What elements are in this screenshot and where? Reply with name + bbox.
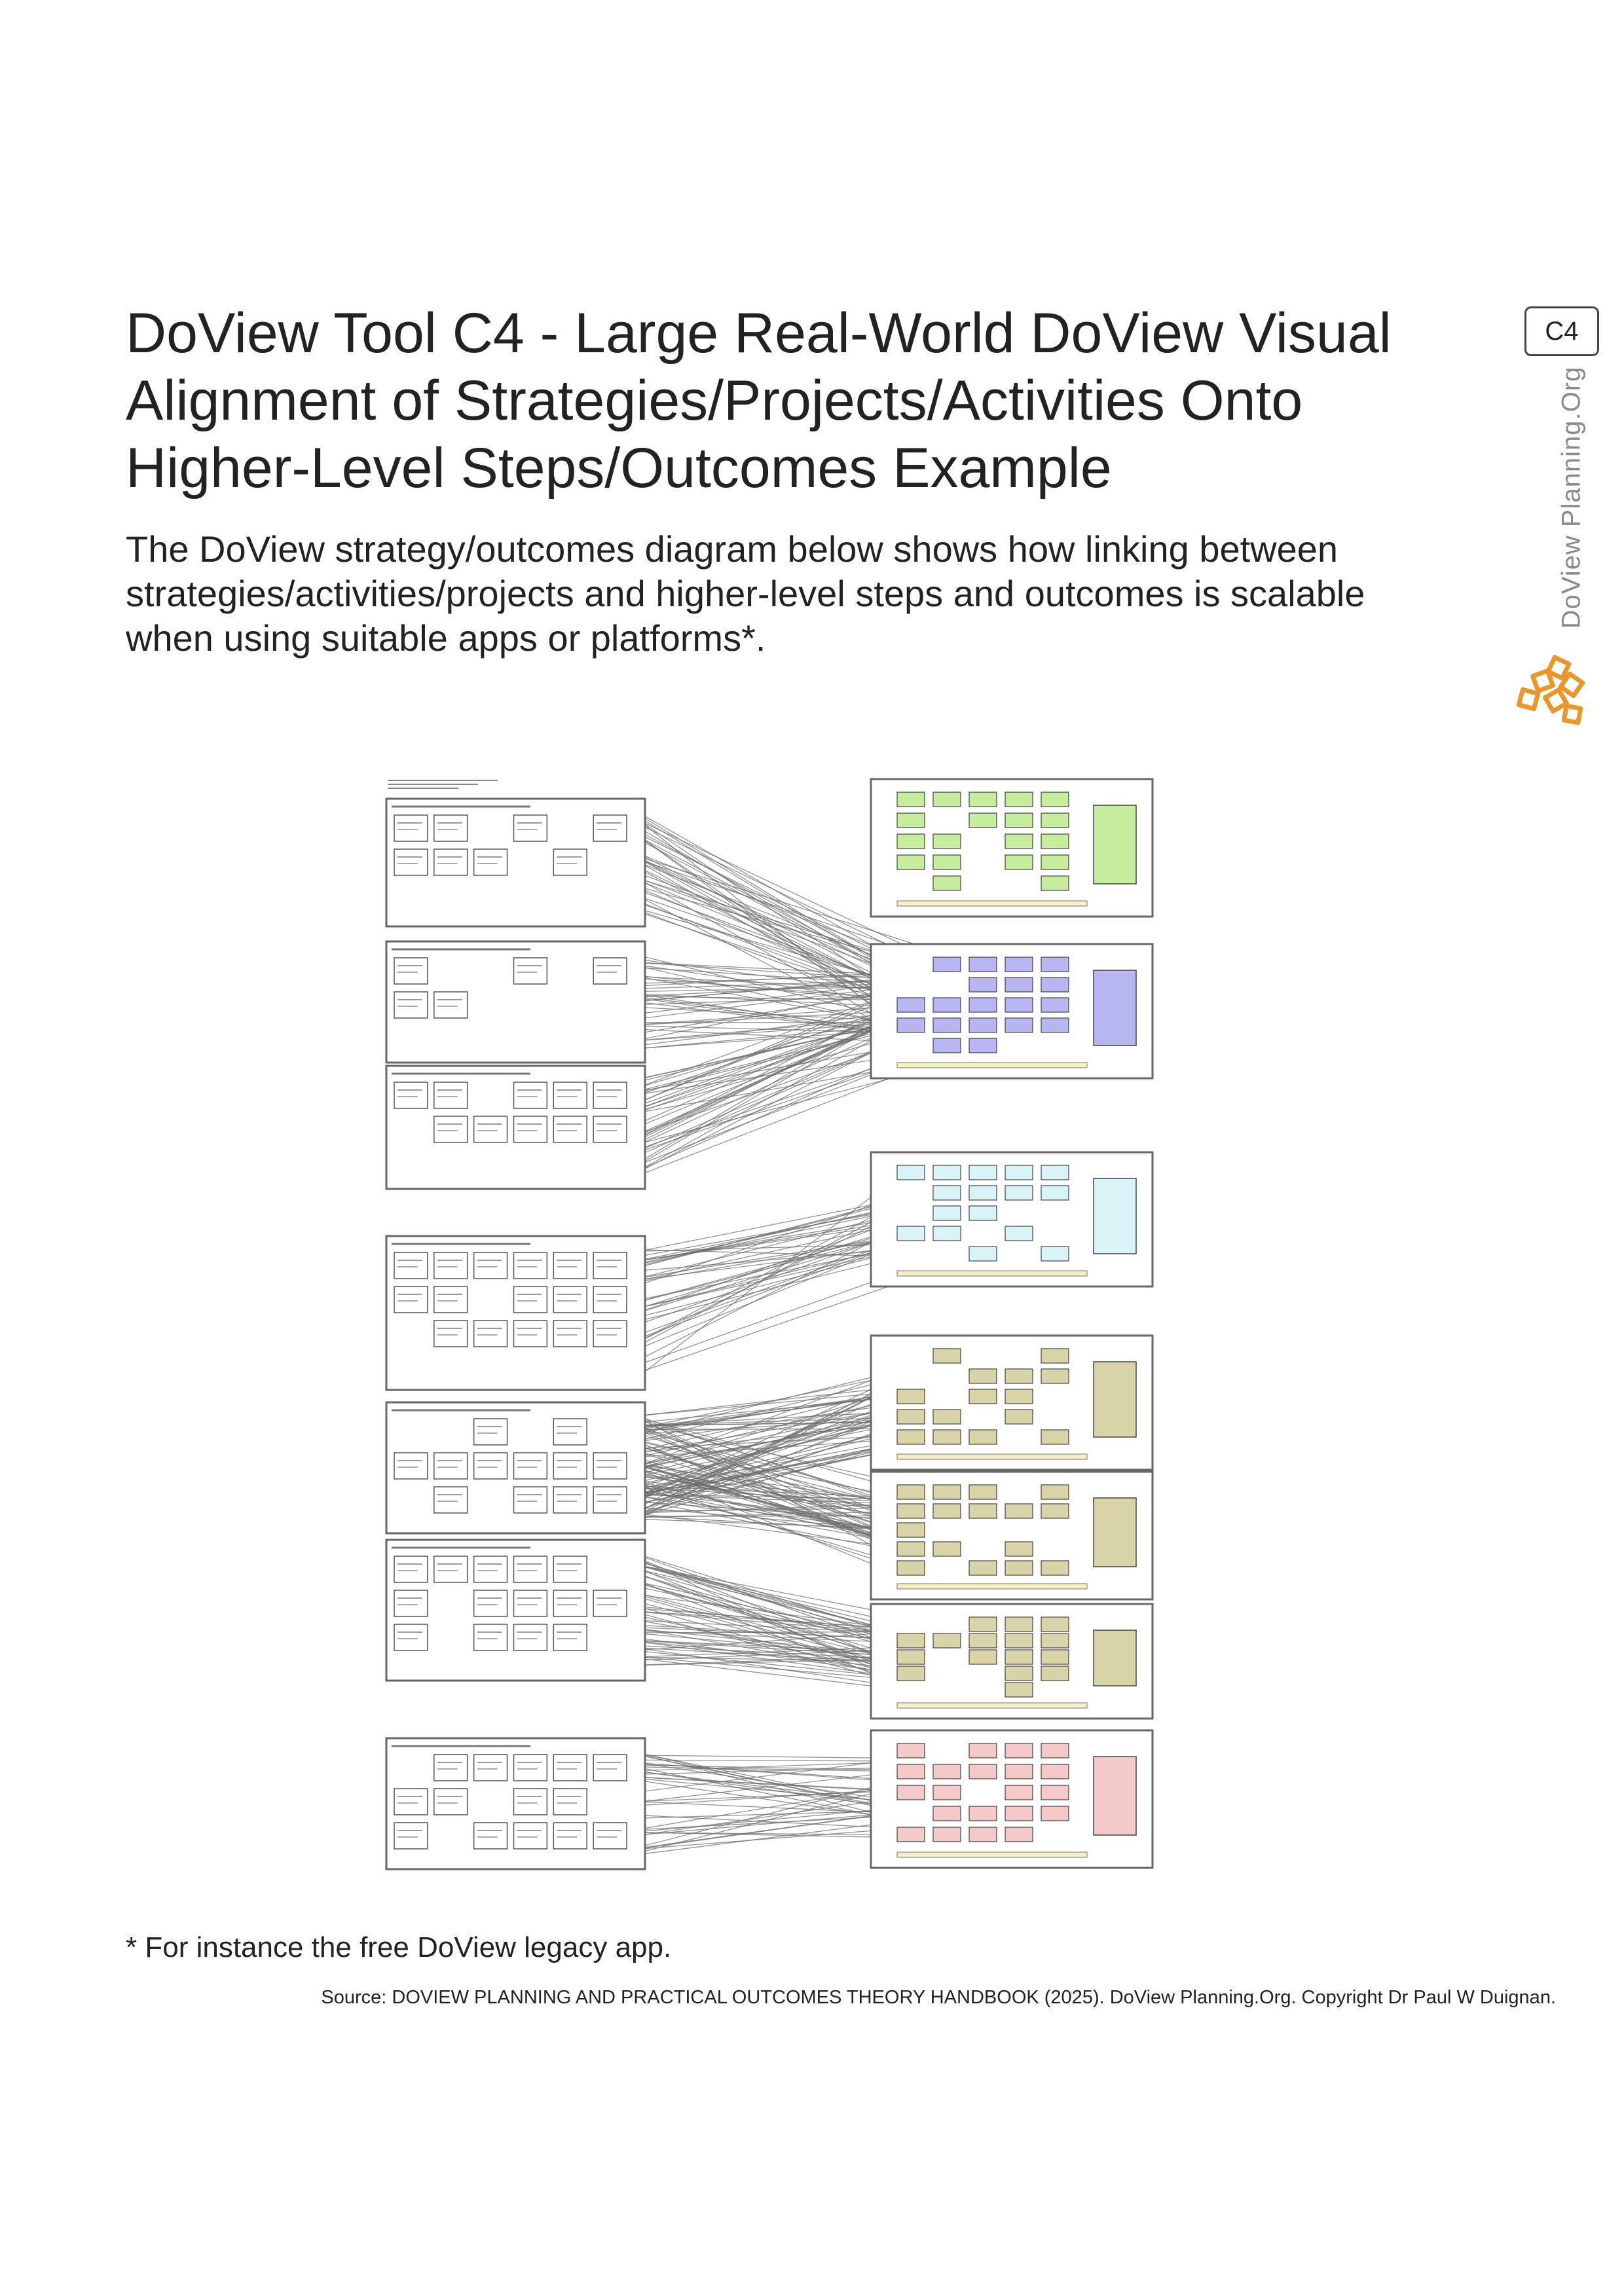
strategy-card	[514, 1789, 547, 1815]
intro-paragraph	[126, 527, 1468, 661]
strategy-card	[474, 1453, 507, 1479]
outcome-node	[969, 977, 997, 992]
strategy-card	[593, 1286, 627, 1313]
panel-footer-bar	[897, 1063, 1087, 1068]
strategy-card	[593, 1590, 627, 1616]
strategy-card	[474, 849, 507, 875]
outcome-node	[933, 1410, 961, 1424]
outcome-node	[1041, 834, 1069, 848]
outcome-node	[933, 998, 961, 1012]
strategy-card	[474, 1823, 507, 1849]
strategy-card	[553, 1590, 587, 1616]
top-outcome-box	[1094, 1498, 1136, 1567]
outcome-node	[933, 1806, 961, 1821]
strategy-card	[514, 815, 547, 841]
outcome-node	[897, 1504, 925, 1518]
strategy-card	[434, 1487, 468, 1513]
title-line: Alignment of Strategies/Projects/Activities Onto	[126, 369, 1303, 432]
intro-line: The DoView strategy/outcomes diagram below shows how linking between	[126, 528, 1338, 570]
outcome-node	[969, 1038, 997, 1053]
intro-line: strategies/activities/projects and higher-level steps and outcomes is scalable	[126, 573, 1365, 614]
outcome-node	[1041, 1785, 1069, 1800]
strategy-card	[514, 1624, 547, 1650]
top-outcome-box	[1094, 1757, 1136, 1835]
outcome-node	[1041, 876, 1069, 890]
strategy-card	[553, 1823, 587, 1849]
panel-footer-bar	[897, 1703, 1087, 1708]
strategy-card	[394, 1823, 428, 1849]
outcome-node	[897, 813, 925, 828]
strategy-card	[593, 1453, 627, 1479]
outcome-node	[1005, 957, 1033, 972]
outcome-node	[933, 876, 961, 890]
strategy-card	[394, 992, 428, 1018]
strategy-card	[553, 849, 587, 875]
outcome-node	[897, 1165, 925, 1180]
outcome-node	[897, 792, 925, 807]
outcome-node	[1005, 1743, 1033, 1758]
strategy-card	[474, 1252, 507, 1279]
panel-footer-bar	[897, 1271, 1087, 1276]
outcome-node	[933, 1349, 961, 1363]
strategy-card	[553, 1419, 587, 1445]
outcome-node	[933, 792, 961, 807]
strategy-card	[553, 1624, 587, 1650]
outcome-node	[897, 1389, 925, 1404]
outcome-node	[897, 855, 925, 869]
strategy-card	[553, 1286, 587, 1313]
outcome-node	[1005, 1683, 1033, 1697]
strategy-card	[394, 958, 428, 984]
outcome-node	[897, 1018, 925, 1032]
link-line	[638, 1832, 902, 1834]
panel-footer-bar	[897, 1852, 1087, 1857]
outcome-node	[897, 1633, 925, 1648]
outcome-node	[969, 1430, 997, 1444]
outcome-node	[897, 1785, 925, 1800]
strategy-card	[474, 1116, 507, 1142]
panel-footer-bar	[897, 1584, 1087, 1589]
strategy-card	[434, 1321, 468, 1347]
outcome-node	[933, 1485, 961, 1499]
source-citation: Source: DOVIEW PLANNING AND PRACTICAL OUTCOMES THEORY HANDBOOK (2025). DoView Planning.Org. Copyright Dr Paul W Duignan.	[321, 1987, 1556, 2008]
outcome-node	[933, 855, 961, 869]
strategy-card	[394, 1556, 428, 1582]
outcome-node	[1005, 1018, 1033, 1032]
panel-footer-bar	[897, 1454, 1087, 1459]
strategy-card	[394, 1082, 428, 1108]
outcome-node	[1041, 1349, 1069, 1363]
strategy-card	[514, 958, 547, 984]
outcome-node	[969, 1617, 997, 1631]
footnote: * For instance the free DoView legacy app.	[126, 1931, 672, 1963]
strategy-outcomes-diagram	[380, 773, 1179, 1905]
strategy-card	[394, 1624, 428, 1650]
outcome-node	[1005, 855, 1033, 869]
outcome-node	[969, 1389, 997, 1404]
outcome-node	[1041, 855, 1069, 869]
outcome-node	[1041, 1764, 1069, 1779]
strategy-card	[553, 1116, 587, 1142]
outcome-node	[969, 1764, 997, 1779]
outcome-node	[933, 957, 961, 972]
outcome-node	[897, 1743, 925, 1758]
outcome-node	[1005, 1186, 1033, 1200]
outcome-node	[1041, 977, 1069, 992]
top-outcome-box	[1094, 1178, 1136, 1254]
outcome-node	[1005, 792, 1033, 807]
outcome-node	[1041, 1430, 1069, 1444]
outcome-node	[933, 1430, 961, 1444]
strategy-card	[553, 1556, 587, 1582]
strategy-card	[593, 1082, 627, 1108]
outcome-node	[969, 792, 997, 807]
strategy-card	[434, 1286, 468, 1313]
strategy-card	[553, 1755, 587, 1781]
outcome-node	[969, 1650, 997, 1664]
outcome-node	[933, 1186, 961, 1200]
outcome-node	[933, 1827, 961, 1842]
strategy-card	[474, 1755, 507, 1781]
outcome-node	[1005, 998, 1033, 1012]
outcome-node	[1041, 813, 1069, 828]
outcome-node	[1005, 1504, 1033, 1518]
outcome-node	[1005, 813, 1033, 828]
outcome-node	[933, 1226, 961, 1241]
strategy-card	[394, 1286, 428, 1313]
outcome-node	[1005, 1806, 1033, 1821]
outcome-node	[1005, 1827, 1033, 1842]
outcome-node	[933, 1018, 961, 1032]
outcome-node	[1005, 1666, 1033, 1681]
strategy-card	[514, 1755, 547, 1781]
outcome-node	[897, 1410, 925, 1424]
strategy-card	[434, 1082, 468, 1108]
outcome-node	[1005, 1633, 1033, 1648]
strategy-card	[434, 1755, 468, 1781]
outcome-node	[1005, 1542, 1033, 1556]
outcome-node	[1041, 1369, 1069, 1383]
strategy-card	[394, 1453, 428, 1479]
strategy-card	[474, 1590, 507, 1616]
outcome-node	[1005, 1617, 1033, 1631]
outcome-node	[1005, 1650, 1033, 1664]
outcome-node	[1005, 1226, 1033, 1241]
outcome-node	[1041, 957, 1069, 972]
strategy-card	[593, 815, 627, 841]
outcome-node	[969, 1633, 997, 1648]
strategy-card	[593, 1487, 627, 1513]
strategy-card	[514, 1556, 547, 1582]
strategy-card	[474, 1624, 507, 1650]
outcome-node	[1041, 1485, 1069, 1499]
outcome-node	[969, 1504, 997, 1518]
strategy-card	[553, 1082, 587, 1108]
panel-footer-bar	[897, 901, 1087, 906]
outcome-node	[897, 1764, 925, 1779]
outcome-node	[1041, 998, 1069, 1012]
title-line: DoView Tool C4 - Large Real-World DoView Visual	[126, 302, 1392, 365]
strategy-card	[593, 958, 627, 984]
outcome-node	[1005, 834, 1033, 848]
strategy-card	[514, 1116, 547, 1142]
outcome-node	[1041, 1165, 1069, 1180]
strategy-card	[514, 1487, 547, 1513]
outcome-node	[933, 1038, 961, 1053]
outcome-node	[969, 1485, 997, 1499]
outcome-node	[933, 834, 961, 848]
strategy-card	[514, 1823, 547, 1849]
link-line	[638, 858, 897, 977]
outcome-node	[933, 1542, 961, 1556]
strategy-card	[394, 1590, 428, 1616]
outcome-node	[969, 1743, 997, 1758]
outcome-node	[897, 1430, 925, 1444]
outcome-node	[1041, 1743, 1069, 1758]
outcome-node	[969, 1206, 997, 1220]
strategy-card	[553, 1252, 587, 1279]
strategy-card	[593, 1116, 627, 1142]
outcome-node	[1005, 1561, 1033, 1575]
strategy-card	[434, 992, 468, 1018]
strategy-card	[553, 1453, 587, 1479]
link-line	[638, 1180, 894, 1377]
strategy-card	[474, 1556, 507, 1582]
outcome-node	[933, 1504, 961, 1518]
top-outcome-box	[1094, 1630, 1136, 1686]
outcome-node	[897, 1523, 925, 1537]
outcome-node	[969, 957, 997, 972]
top-outcome-box	[1094, 970, 1136, 1046]
outcome-node	[897, 1827, 925, 1842]
outcome-node	[1005, 1410, 1033, 1424]
link-line	[638, 1232, 892, 1360]
outcome-node	[1041, 1666, 1069, 1681]
strategy-card	[394, 815, 428, 841]
outcome-node	[1041, 1650, 1069, 1664]
link-line	[638, 1249, 904, 1308]
outcome-node	[969, 813, 997, 828]
link-line	[638, 1219, 895, 1261]
outcome-node	[1005, 1165, 1033, 1180]
strategy-card	[434, 1453, 468, 1479]
outcome-node	[969, 1369, 997, 1383]
outcome-node	[1005, 1389, 1033, 1404]
outcome-node	[969, 1247, 997, 1261]
side-brand-text: DoView Planning.Org	[1557, 366, 1586, 629]
outcome-node	[1005, 1785, 1033, 1800]
outcome-node	[933, 1165, 961, 1180]
title-line: Higher-Level Steps/Outcomes Example	[126, 437, 1112, 500]
outcome-node	[969, 1186, 997, 1200]
strategy-card	[593, 1252, 627, 1279]
link-line	[638, 1045, 893, 1134]
strategy-card	[553, 1789, 587, 1815]
strategy-card	[394, 849, 428, 875]
doview-logo-icon	[1513, 655, 1591, 727]
outcome-node	[969, 1827, 997, 1842]
link-line	[638, 1559, 908, 1685]
tool-code-badge: C4	[1524, 306, 1599, 356]
strategy-card	[553, 1487, 587, 1513]
outcome-node	[897, 1666, 925, 1681]
outcome-node	[1005, 1764, 1033, 1779]
page-title	[126, 300, 1449, 502]
outcome-node	[933, 1206, 961, 1220]
outcome-node	[897, 834, 925, 848]
strategy-card	[434, 1556, 468, 1582]
link-line	[638, 1807, 908, 1832]
strategy-card	[434, 1252, 468, 1279]
strategy-card	[474, 1419, 507, 1445]
strategy-card	[514, 1321, 547, 1347]
outcome-node	[1041, 1018, 1069, 1032]
outcome-node	[1005, 977, 1033, 992]
top-outcome-box	[1094, 1362, 1136, 1437]
outcome-node	[969, 1165, 997, 1180]
top-outcome-box	[1094, 805, 1136, 884]
strategy-card	[514, 1082, 547, 1108]
strategy-card	[514, 1286, 547, 1313]
strategy-card	[593, 1321, 627, 1347]
strategy-card	[474, 1321, 507, 1347]
outcome-node	[933, 1764, 961, 1779]
outcome-node	[1041, 1617, 1069, 1631]
strategy-card	[434, 849, 468, 875]
outcome-node	[897, 1561, 925, 1575]
outcome-node	[897, 1542, 925, 1556]
outcome-node	[897, 1226, 925, 1241]
strategy-card	[514, 1252, 547, 1279]
strategy-card	[593, 1823, 627, 1849]
outcome-node	[933, 1785, 961, 1800]
outcome-node	[1005, 1369, 1033, 1383]
strategy-card	[593, 1755, 627, 1781]
outcome-node	[1041, 1247, 1069, 1261]
strategy-card	[394, 1252, 428, 1279]
strategy-card	[434, 1116, 468, 1142]
strategy-card	[394, 1789, 428, 1815]
strategy-card	[434, 1789, 468, 1815]
outcome-node	[969, 998, 997, 1012]
outcome-node	[1041, 1186, 1069, 1200]
outcome-node	[933, 1633, 961, 1648]
outcome-node	[1041, 792, 1069, 807]
intro-line: when using suitable apps or platforms*.	[126, 617, 766, 659]
strategy-card	[514, 1590, 547, 1616]
outcome-node	[1041, 1806, 1069, 1821]
strategy-card	[553, 1321, 587, 1347]
outcome-node	[1041, 1633, 1069, 1648]
outcome-node	[1041, 1561, 1069, 1575]
outcome-node	[969, 1561, 997, 1575]
outcome-node	[897, 1485, 925, 1499]
outcome-node	[1041, 1504, 1069, 1518]
outcome-node	[897, 1650, 925, 1664]
outcome-node	[897, 998, 925, 1012]
outcome-node	[969, 1018, 997, 1032]
outcome-node	[969, 1806, 997, 1821]
strategy-card	[434, 815, 468, 841]
strategy-card	[514, 1453, 547, 1479]
